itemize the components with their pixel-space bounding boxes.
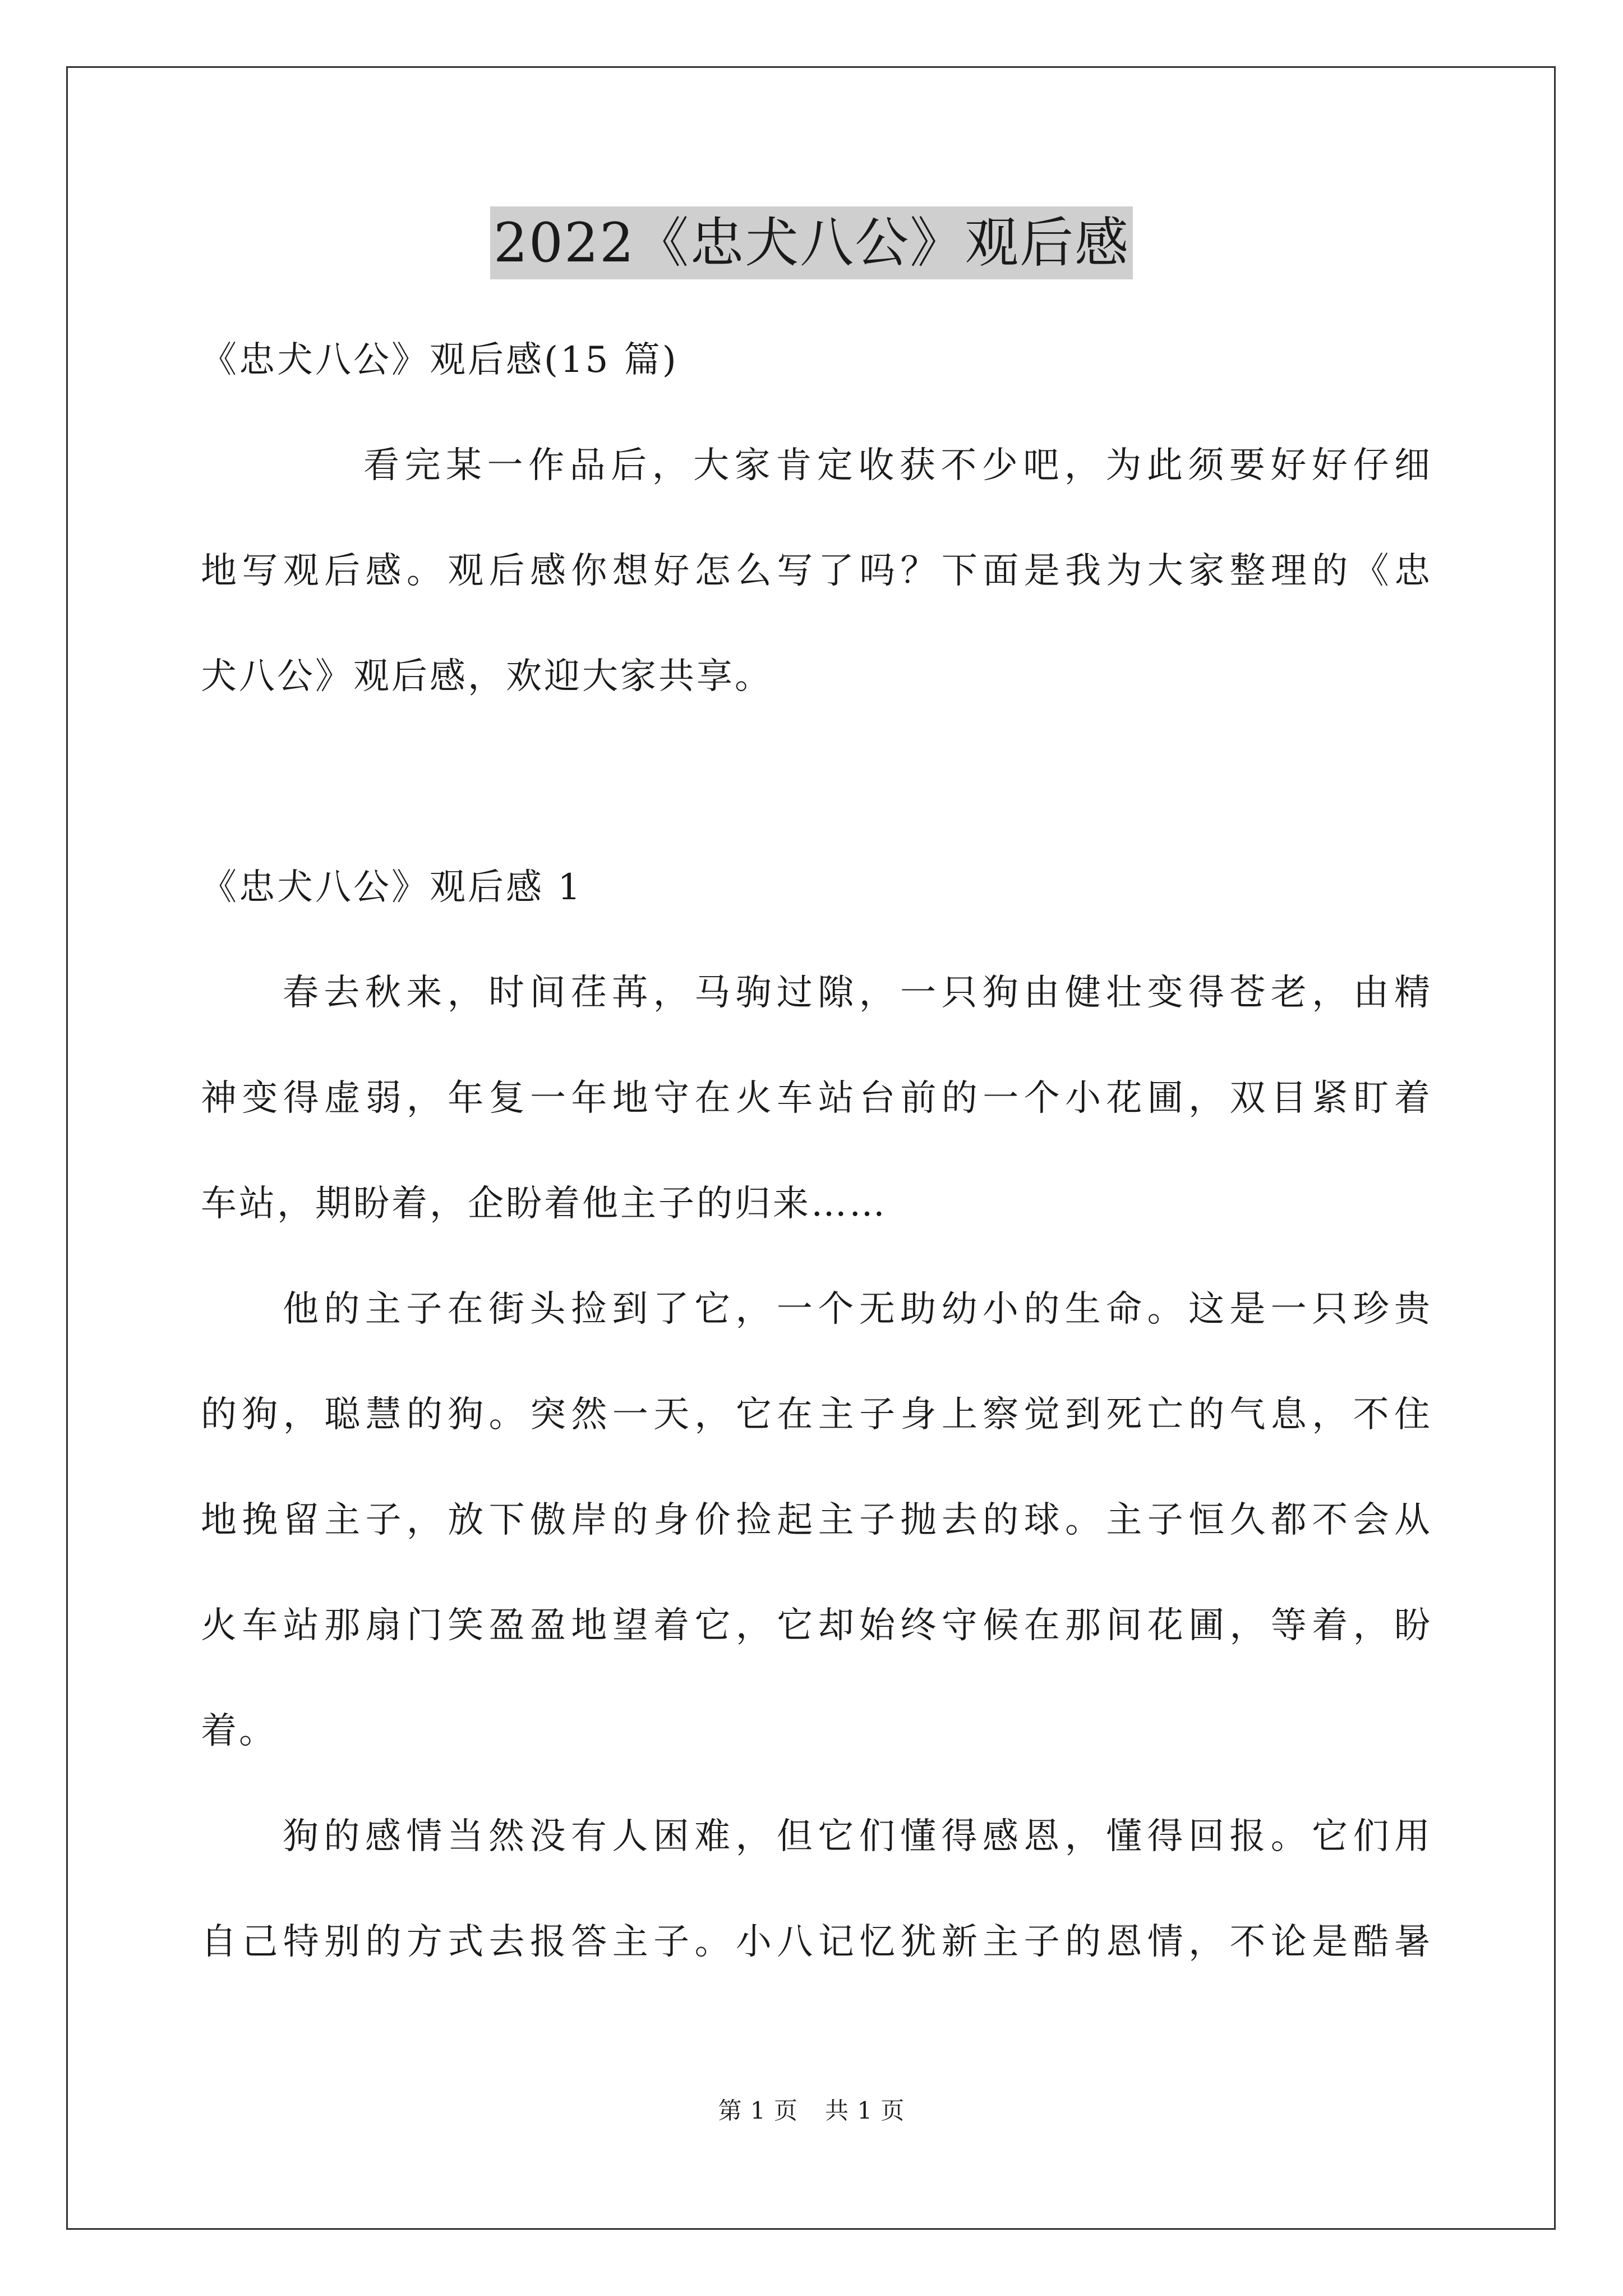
section-heading: 《忠犬八公》观后感 1	[201, 867, 583, 908]
page-footer	[0, 2092, 1623, 2126]
paragraph-line: 狗的感情当然没有人困难，但它们懂得感恩，懂得回报。它们用	[283, 1816, 1432, 1857]
intro-line: 地写观后感。观后感你想好怎么写了吗？下面是我为大家整理的《忠	[201, 550, 1432, 592]
paragraph-line: 他的主子在街头捡到了它，一个无助幼小的生命。这是一只珍贵	[283, 1289, 1432, 1330]
paragraph-line: 地挽留主子，放下傲岸的身价捡起主子抛去的球。主子恒久都不会从	[201, 1499, 1432, 1541]
paragraph-line: 着。	[201, 1710, 277, 1752]
page-total: 共 1 页	[825, 2097, 905, 2124]
intro-line: 看完某一作品后，大家肯定收获不少吧，为此须要好好仔细	[363, 445, 1432, 486]
document-body	[201, 307, 1432, 1995]
page-number: 第 1 页	[718, 2097, 798, 2124]
paragraph-line: 车站，期盼着，企盼着他主子的归来……	[201, 1183, 887, 1225]
paragraph-line: 神变得虚弱，年复一年地守在火车站台前的一个小花圃，双目紧盯着	[201, 1078, 1432, 1119]
paragraph-line: 火车站那扇门笑盈盈地望着它，它却始终守候在那间花圃，等着，盼	[201, 1605, 1432, 1646]
paragraph-line: 自己特别的方式去报答主子。小八记忆犹新主子的恩情，不论是酷暑	[201, 1921, 1432, 1963]
spacer	[201, 729, 1432, 835]
paragraph-line: 的狗，聪慧的狗。突然一天，它在主子身上察觉到死亡的气息，不住	[201, 1394, 1432, 1435]
title-container	[0, 206, 1623, 279]
intro-line: 犬八公》观后感，欢迎大家共享。	[201, 656, 773, 697]
subtitle: 《忠犬八公》观后感(15 篇)	[201, 339, 679, 381]
paragraph-line: 春去秋来，时间荏苒，马驹过隙，一只狗由健壮变得苍老，由精	[283, 972, 1432, 1014]
document-title: 2022《忠犬八公》观后感	[490, 206, 1133, 279]
